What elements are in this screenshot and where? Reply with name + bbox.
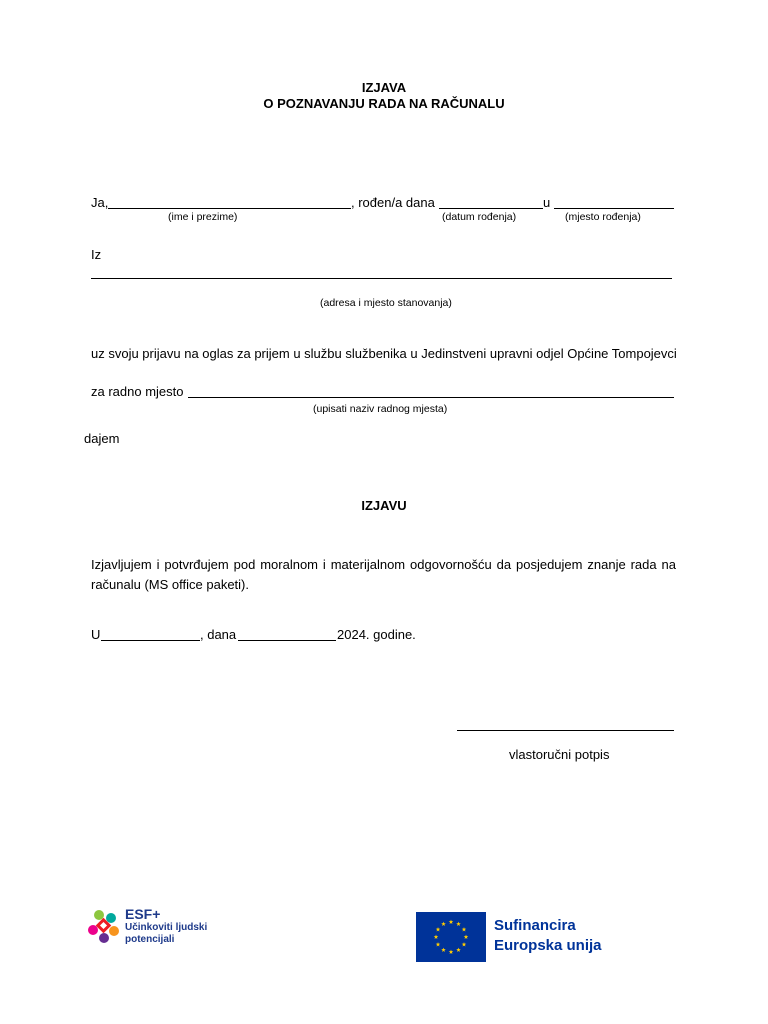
eu-star-icon [436,927,441,931]
izjavu-heading: IZJAVU [361,498,407,513]
name-line[interactable] [108,208,351,209]
birth-date-line[interactable] [439,208,543,209]
year-text: 2024. godine. [337,627,416,642]
hint-date: (datum rođenja) [442,211,517,223]
title-line-1: IZJAVA [361,80,407,95]
position-label: za radno mjesto [91,384,184,399]
eu-star-icon [456,922,461,926]
eu-star-icon [462,942,467,946]
birth-place-line[interactable] [554,208,674,209]
date-dana-label: , dana [200,627,237,642]
eu-star-icon [441,948,446,952]
born-label: , rođen/a dana [351,195,435,210]
date-u-label: U [91,627,101,642]
eu-star-icon [434,935,439,939]
hint-position: (upisati naziv radnog mjesta) [313,403,448,415]
esf-line-1: Učinkoviti ljudski [125,922,208,933]
title-line-2: O POZNAVANJU RADA NA RAČUNALU [263,96,505,111]
esf-logo-text: ESF+ [125,906,161,922]
hint-address: (adresa i mjesto stanovanja) [320,297,452,309]
eu-line-2: Europska unija [494,937,602,954]
eu-line-1: Sufinancira [494,917,576,934]
eu-star-icon [449,950,454,954]
hint-name: (ime i prezime) [168,211,238,223]
esf-flower-icon [86,906,122,946]
dajem-text: dajem [84,431,120,446]
u-label: u [543,195,551,210]
ja-label: Ja, [91,195,109,210]
eu-star-icon [456,948,461,952]
iz-label: Iz [91,247,102,262]
eu-star-icon [436,942,441,946]
application-text: uz svoju prijavu na oglas za prijem u službu službenika u Jedinstveni upravni odjel Općine Tompojevci [91,346,677,361]
eu-flag-icon [416,912,486,962]
eu-star-icon [462,927,467,931]
esf-line-2: potencijali [125,934,175,945]
position-line[interactable] [188,397,674,398]
place-signed-line[interactable] [101,640,200,641]
date-signed-line[interactable] [238,640,336,641]
hint-place: (mjesto rođenja) [565,211,641,223]
signature-line[interactable] [457,730,674,731]
eu-star-icon [464,935,469,939]
statement-text: Izjavljujem i potvrđujem pod moralnom i materijalnom odgovornošću da posjedujem znanje rada na računalu (MS office paketi). [91,557,676,592]
address-line[interactable] [91,278,672,279]
eu-star-icon [449,920,454,924]
eu-star-icon [441,922,446,926]
signature-label: vlastoručni potpis [509,747,610,762]
